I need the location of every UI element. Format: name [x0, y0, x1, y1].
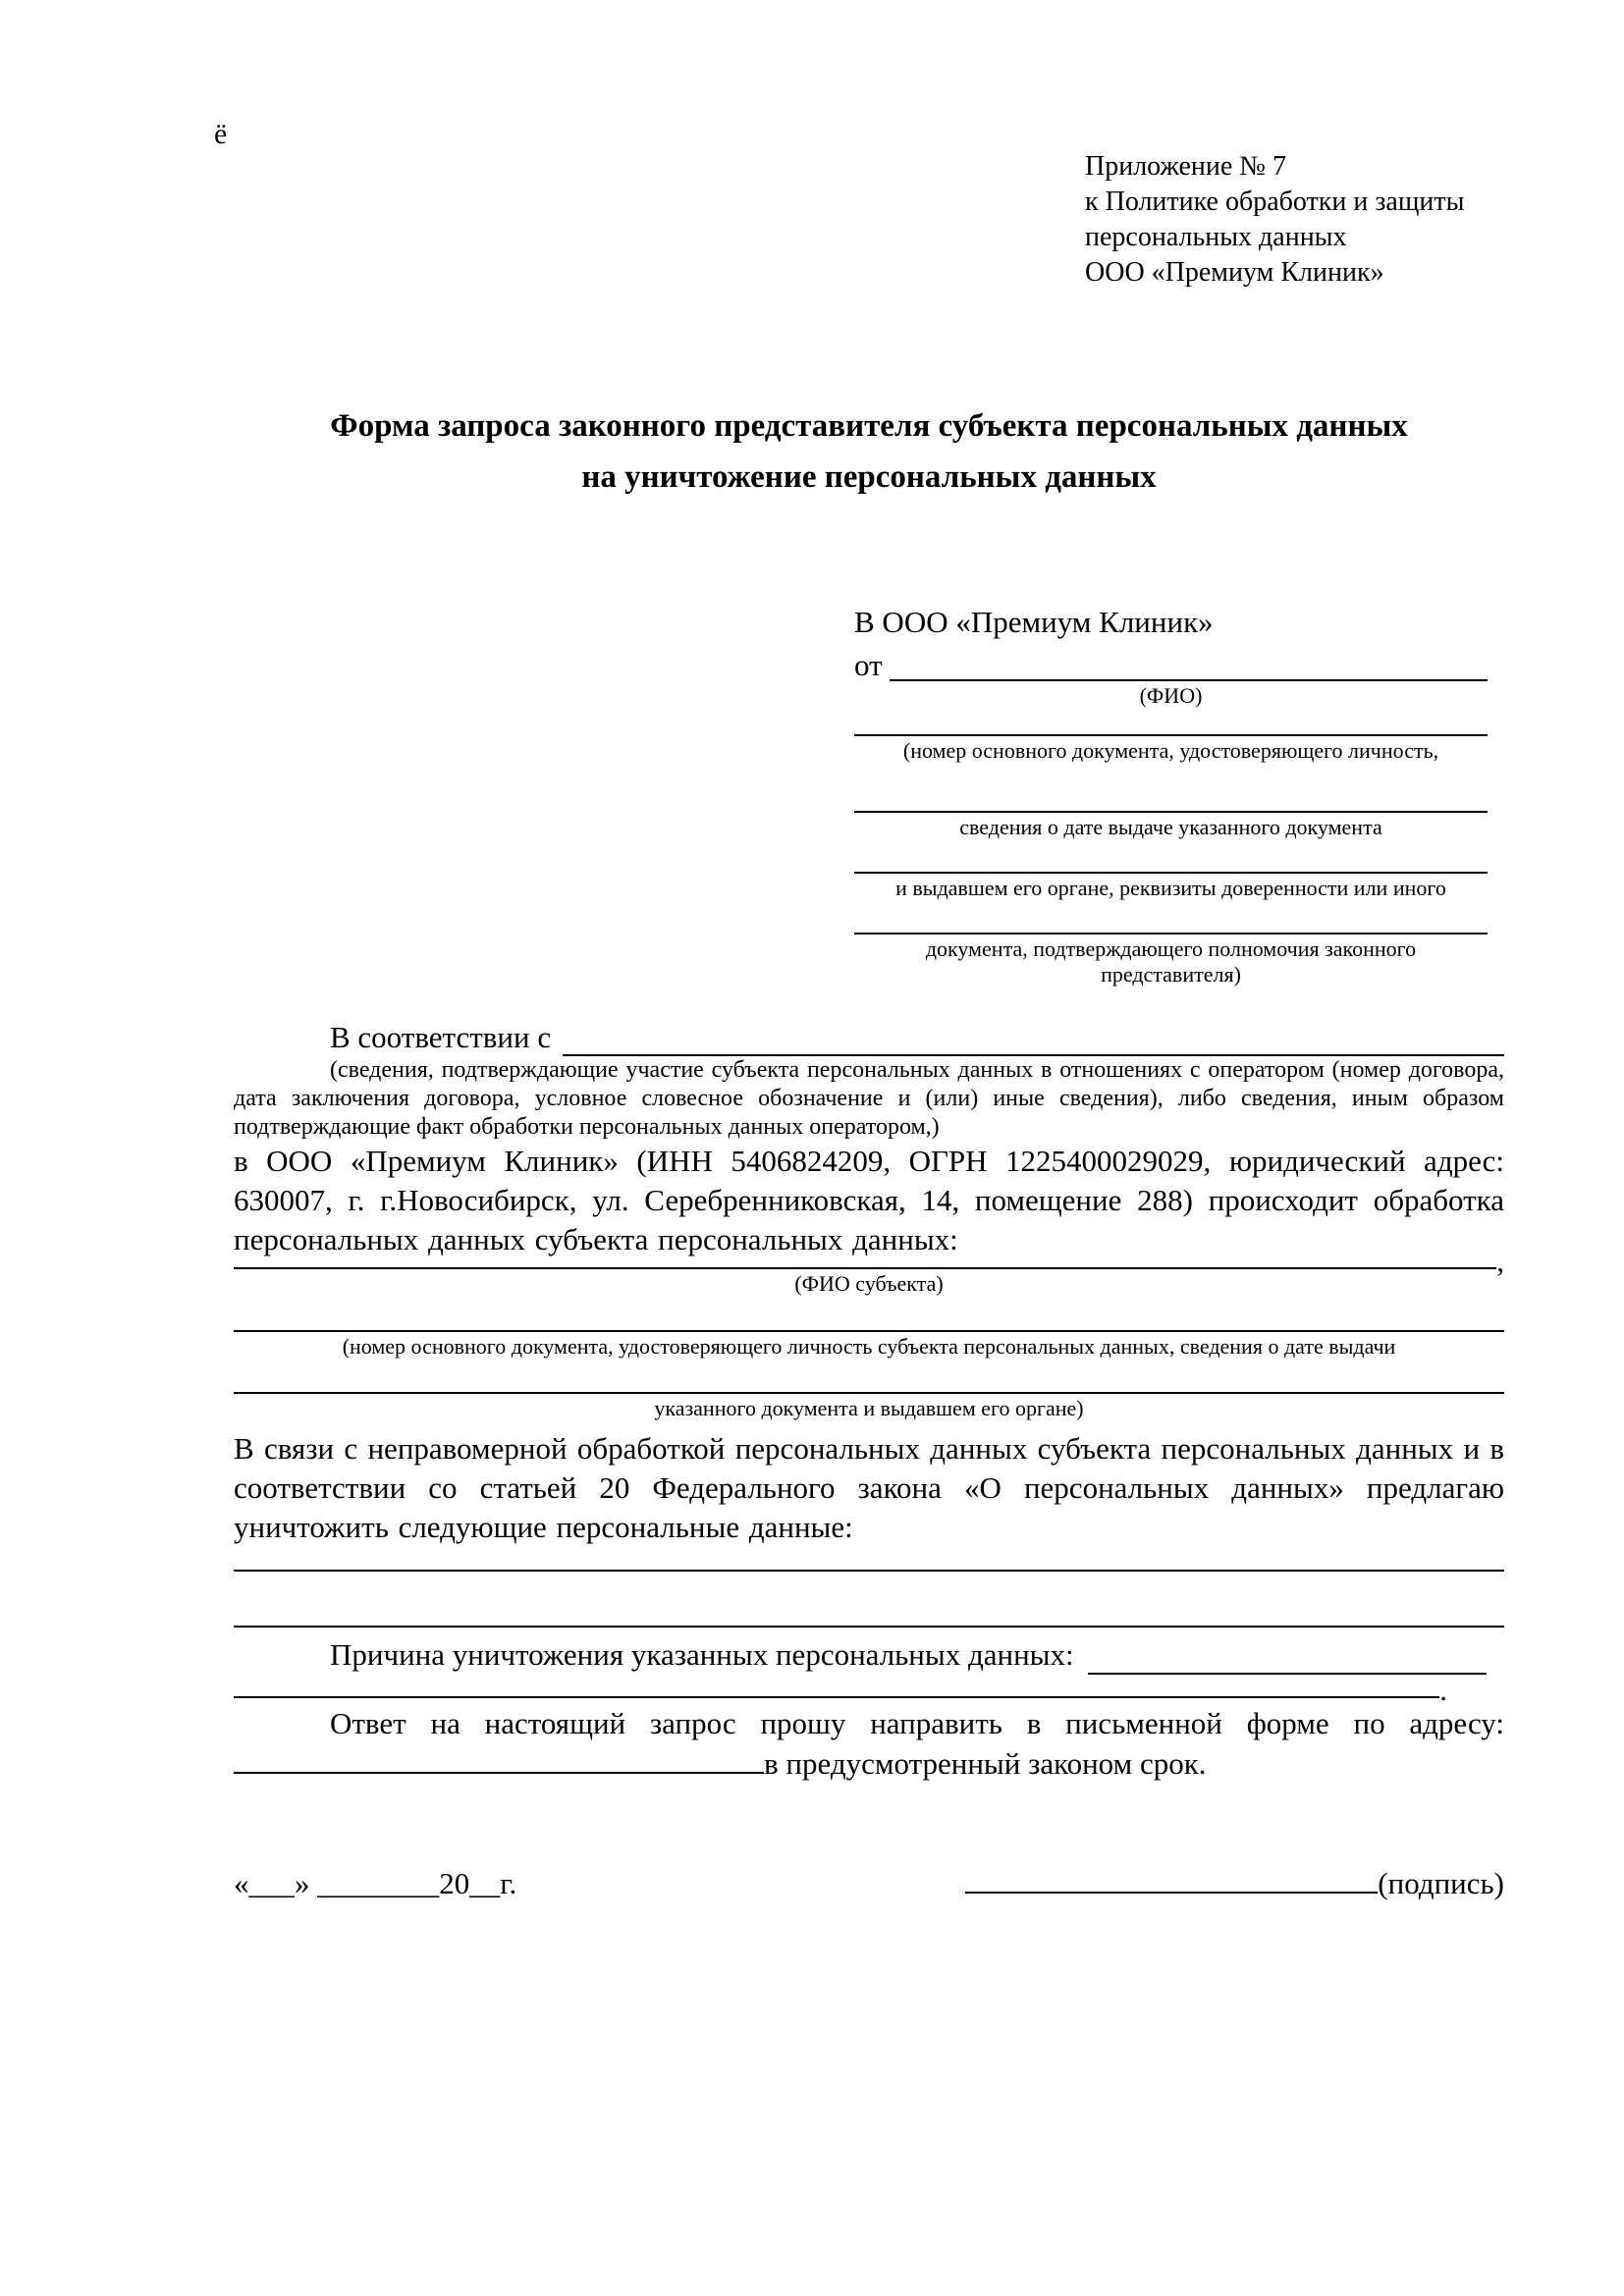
- blank-line: [563, 1019, 1504, 1056]
- field-caption-subject-doc-1: (номер основного документа, удостоверяющего личность субъекта персональных данных, сведения о дате выдачи: [342, 1334, 1396, 1359]
- reason-continuation-row: [234, 1673, 1504, 1707]
- blank-line: [854, 901, 1488, 934]
- field-caption-fio: (ФИО): [1139, 683, 1203, 708]
- addressee-to: В ООО «Премиум Клиник»: [854, 605, 1214, 639]
- according-row: [234, 1019, 1504, 1056]
- signature-blank-line: [965, 1863, 1378, 1894]
- stray-char: ё: [214, 118, 228, 150]
- blank-line: [234, 1743, 764, 1774]
- field-caption-doc-date: сведения о дате выдаче указанного документа: [959, 815, 1382, 839]
- footer: [234, 1863, 1504, 1903]
- blank-line: [234, 1360, 1504, 1394]
- trailing-comma: ,: [1496, 1244, 1504, 1278]
- appendix-line: Приложение № 7: [1085, 151, 1286, 182]
- field-caption-subject-fio: (ФИО субъекта): [794, 1271, 944, 1296]
- reason-row: [234, 1635, 1504, 1675]
- blank-line: [234, 1547, 1504, 1572]
- field-caption-doc-issuer: и выдавшем его органе, реквизиты доверенности или иного: [895, 876, 1446, 900]
- blank-line: [1088, 1635, 1487, 1675]
- blank-line: [234, 1267, 1496, 1269]
- reason-label: Причина уничтожения указанных персональных данных:: [330, 1637, 1074, 1672]
- answer-paragraph: Ответ на настоящий запрос прошу направить в письменной форме по адресу:: [330, 1706, 1504, 1740]
- unlawful-paragraph: В связи с неправомерной обработкой персональных данных субъекта персональных данных и в соответствии со статьей 20 Федерального закона «О персональных данных» предлагаю уничтожить следующие персональные данные:: [234, 1431, 1504, 1544]
- according-label: В соответствии с: [330, 1020, 552, 1054]
- addressee-block: [854, 605, 1488, 988]
- signature-group: [965, 1863, 1504, 1903]
- addressee-from-label: от: [854, 648, 891, 682]
- subject-fio-line-row: [234, 1244, 1504, 1278]
- field-caption-doc-authority: документа, подтверждающего полномочия законного представителя): [925, 936, 1417, 987]
- appendix-line: ООО «Премиум Клиник»: [1085, 257, 1384, 288]
- field-caption-doc-number: (номер основного документа, удостоверяющего личность,: [902, 738, 1439, 763]
- blank-line: [854, 840, 1488, 874]
- document-title-line: Форма запроса законного представителя субъекта персональных данных: [330, 408, 1408, 444]
- signature-caption: (подпись): [1378, 1866, 1504, 1900]
- document-body: [234, 1019, 1504, 1784]
- date-line: «___» ________20__г.: [234, 1866, 517, 1900]
- blank-line: [234, 1297, 1504, 1332]
- trailing-period: .: [1439, 1673, 1447, 1707]
- appendix-block: [1085, 149, 1464, 291]
- according-note: (сведения, подтверждающие участие субъекта персональных данных в отношениях с оператором (номер договора, дата заключения договора, условное словесное обозначение и (или) иные сведения), либо сведения, иным образом подтверждающие факт обработки персональных данных оператором,): [234, 1057, 1504, 1140]
- answer-tail: в предусмотренный законом срок.: [764, 1746, 1207, 1781]
- appendix-line: персональных данных: [1085, 222, 1347, 252]
- blank-line: [234, 1696, 1439, 1698]
- blank-line: [854, 764, 1488, 813]
- blank-line: [854, 709, 1488, 736]
- appendix-line: к Политике обработки и защиты: [1085, 187, 1465, 217]
- blank-line: [234, 1572, 1504, 1628]
- answer-address-row: [234, 1743, 1504, 1784]
- addressee-from-row: [854, 650, 1488, 681]
- field-caption-subject-doc-2: указанного документа и выдавшем его органе): [654, 1396, 1084, 1420]
- document-title: [234, 400, 1504, 503]
- operator-paragraph: в ООО «Премиум Клиник» (ИНН 5406824209, ОГРН 1225400029029, юридический адрес: 630007, г. г.Новосибирск, ул. Серебренниковская, 14, помещение 288) происходит обработка персональных данных субъекта персональных данных:: [234, 1144, 1504, 1256]
- blank-line: [890, 650, 1488, 681]
- document-title-line: на уничтожение персональных данных: [581, 459, 1157, 495]
